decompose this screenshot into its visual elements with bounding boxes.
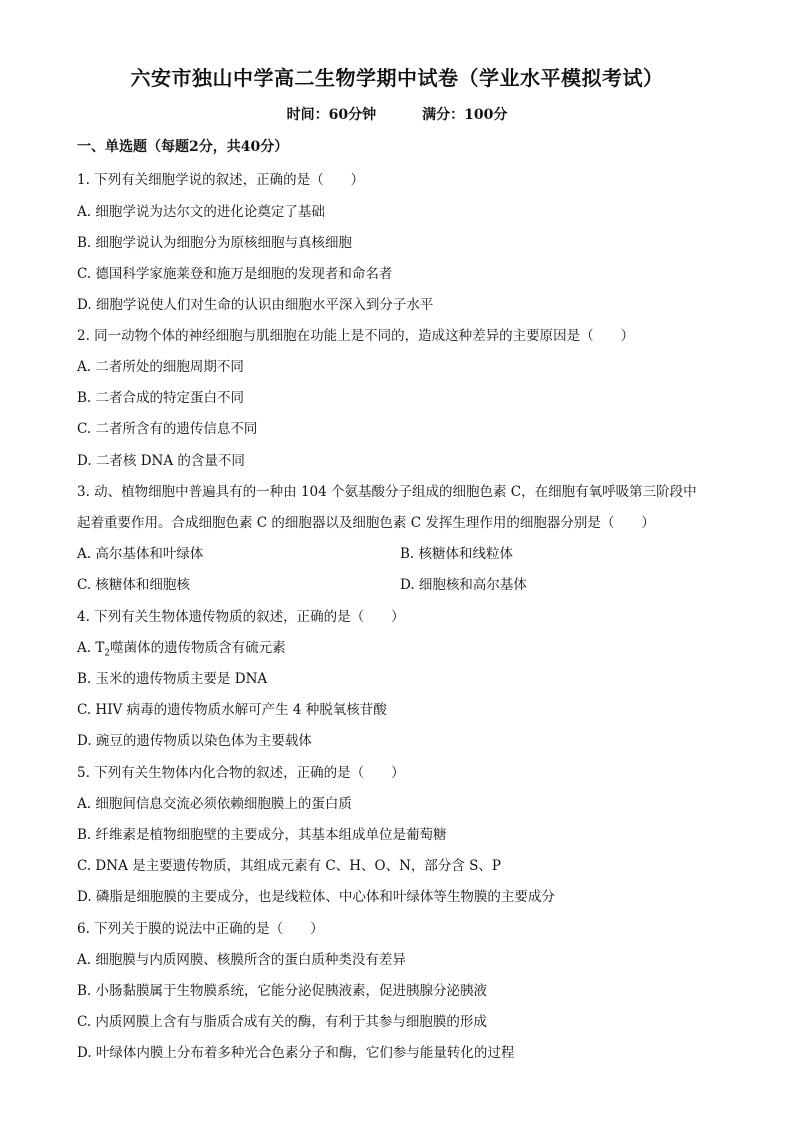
section-heading: 一、单选题（每题2分，共40分） [77,139,289,155]
question-4-option-a: A. $T_2$噬菌体的遗传物质含有硫元素 [77,640,286,659]
question-4-option-c: C. HIV 病毒的遗传物质水解可产生 4 种脱氧核苷酸 [77,702,387,718]
question-6-stem: 6. 下列关于膜的说法中正确的是（ ） [77,921,324,937]
question-1-stem: 1. 下列有关细胞学说的叙述，正确的是（ ） [77,172,365,188]
question-6-option-b: B. 小肠黏膜属于生物膜系统，它能分泌促胰液素，促进胰腺分泌胰液 [77,983,488,999]
question-5-option-a: A. 细胞间信息交流必须依赖细胞膜上的蛋白质 [77,796,352,812]
question-6-option-d: D. 叶绿体内膜上分布着多种光合色素分子和酶，它们参与能量转化的过程 [77,1045,515,1061]
question-2-option-b: B. 二者合成的特定蛋白不同 [77,390,245,406]
question-1-option-b: B. 细胞学说认为细胞分为原核细胞与真核细胞 [77,235,353,251]
question-1-option-d: D. 细胞学说使人们对生命的认识由细胞水平深入到分子水平 [77,297,434,313]
question-3-stem-line2: 起着重要作用。合成细胞色素 C 的细胞器以及细胞色素 C 发挥生理作用的细胞器分别是（ ） [77,515,655,531]
exam-time: 时间：60分钟 [286,107,377,123]
question-2-stem: 2. 同一动物个体的神经细胞与肌细胞在功能上是不同的，造成这种差异的主要原因是（ ） [77,328,635,344]
question-3-option-d: D. 细胞核和高尔基体 [400,577,527,593]
question-4-option-b: B. 玉米的遗传物质主要是 DNA [77,671,268,687]
question-1-option-a: A. 细胞学说为达尔文的进化论奠定了基础 [77,204,325,220]
question-3-option-b: B. 核糖体和线粒体 [400,546,514,562]
question-4-option-d: D. 豌豆的遗传物质以染色体为主要载体 [77,733,312,749]
question-1-option-c: C. 德国科学家施莱登和施万是细胞的发现者和命名者 [77,266,393,282]
question-2-option-c: C. 二者所含有的遗传信息不同 [77,421,258,437]
question-6-option-c: C. 内质网膜上含有与脂质合成有关的酶，有利于其参与细胞膜的形成 [77,1014,487,1030]
question-6-option-a: A. 细胞膜与内质网膜、核膜所含的蛋白质种类没有差异 [77,952,406,968]
question-2-option-a: A. 二者所处的细胞周期不同 [77,359,244,375]
question-3-option-a: A. 高尔基体和叶绿体 [77,546,204,562]
question-5-option-b: B. 纤维素是植物细胞壁的主要成分，其基本组成单位是葡萄糖 [77,827,447,843]
question-5-stem: 5. 下列有关生物体内化合物的叙述，正确的是（ ） [77,765,405,781]
page-title: 六安市独山中学高二生物学期中试卷（学业水平模拟考试） [130,66,664,90]
question-5-option-d: D. 磷脂是细胞膜的主要成分，也是线粒体、中心体和叶绿体等生物膜的主要成分 [77,889,555,905]
question-3-stem-line1: 3. 动、植物细胞中普遍具有的一种由 104 个氨基酸分子组成的细胞色素 C，在细胞有氧呼吸第三阶段中 [77,484,697,500]
exam-meta [0,104,794,124]
question-2-option-d: D. 二者核 DNA 的含量不同 [77,453,245,469]
question-4-stem: 4. 下列有关生物体遗传物质的叙述，正确的是（ ） [77,609,405,625]
question-5-option-c: C. DNA 是主要遗传物质，其组成元素有 C、H、O、N，部分含 S、P [77,858,502,874]
question-3-option-c: C. 核糖体和细胞核 [77,577,190,593]
exam-score: 满分：100分 [422,107,508,123]
